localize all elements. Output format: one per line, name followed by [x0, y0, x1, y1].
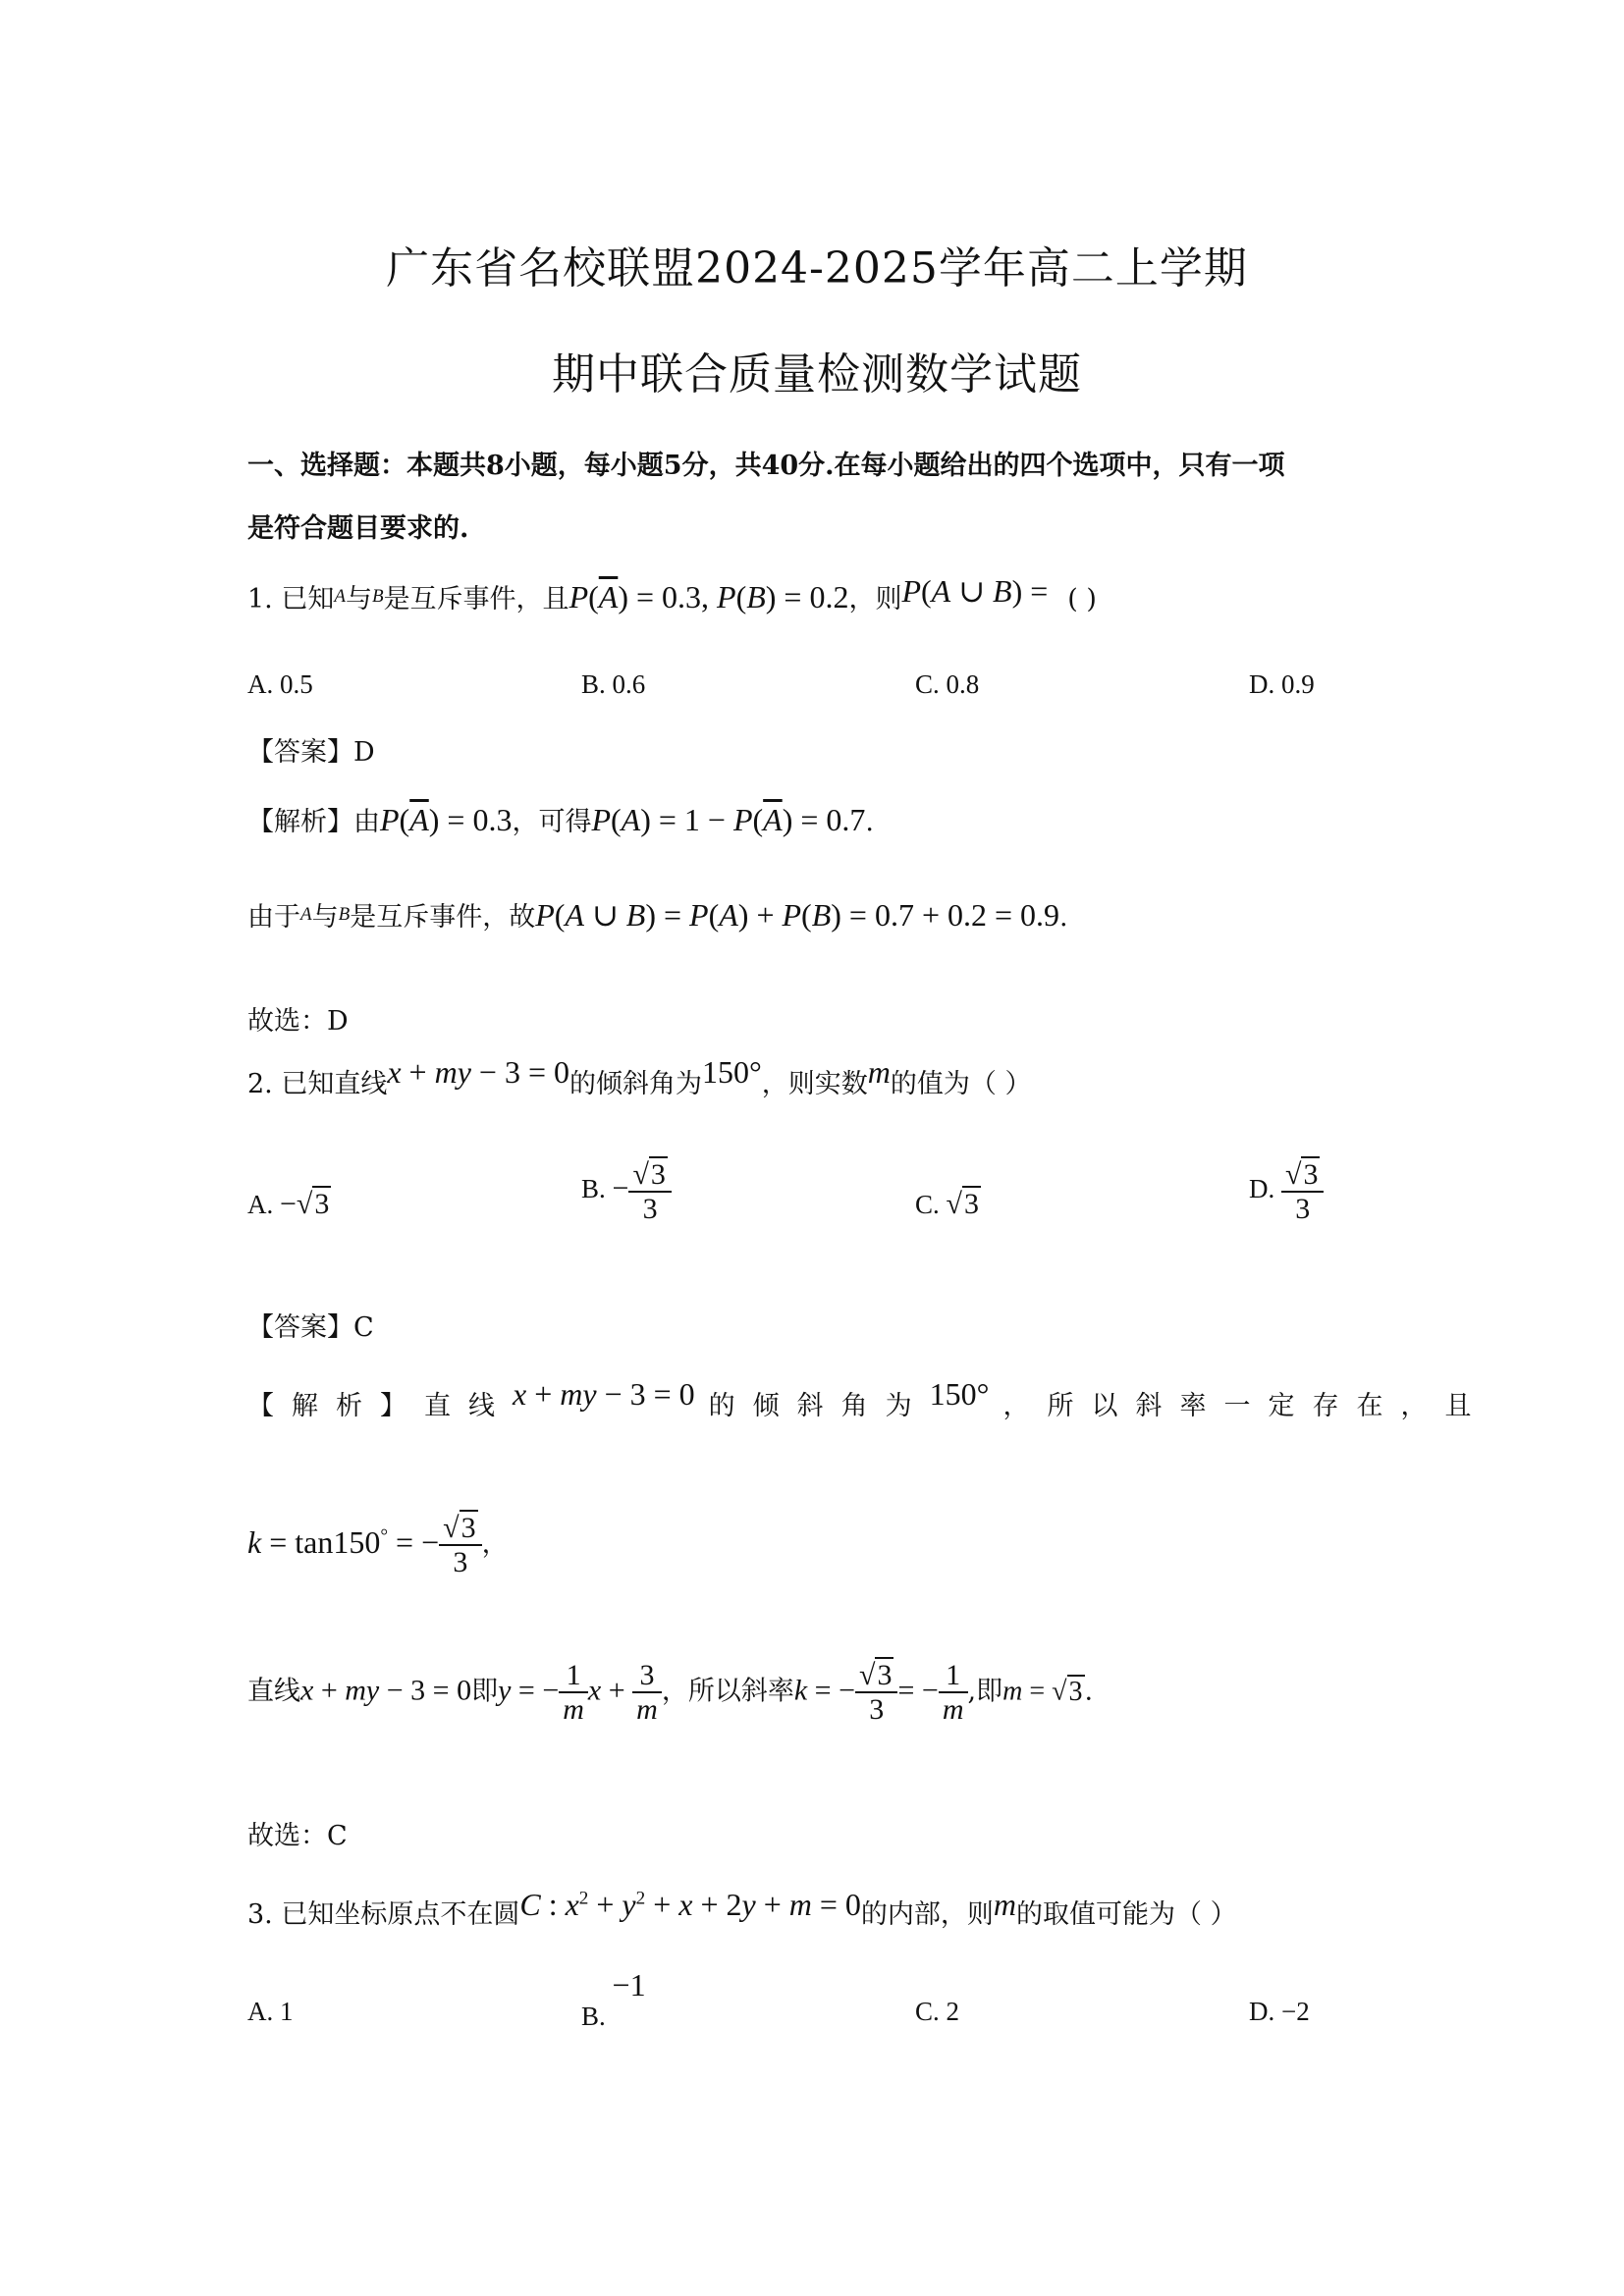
q3-var: m: [993, 1887, 1017, 1922]
q1-answer: 【答案】D: [247, 737, 375, 768]
q1-and: 与: [345, 584, 372, 614]
q2-option-d-label: D.: [1249, 1174, 1275, 1204]
section-header-line-2: 是符合题目要求的.: [247, 513, 469, 544]
q3-option-d: D. −2: [1249, 1997, 1310, 2026]
q2-option-c: C. √3: [915, 1188, 979, 1220]
q3-option-b-label: B.: [581, 2002, 606, 2031]
q2-analysis-line-1: [247, 1376, 1489, 1422]
question-3: [247, 1887, 1237, 1931]
q3-option-b: [581, 1967, 646, 2033]
q1-option-c: C. 0.8: [915, 669, 980, 699]
q2-mid: 的倾斜角为: [569, 1069, 702, 1099]
q1-option-b: B. 0.6: [581, 669, 646, 699]
q2-option-b: B. − $\frac{√3}{3}$: [581, 1158, 672, 1225]
q2-analysis-mid: 的倾斜角为: [708, 1391, 930, 1421]
q2-analysis-angle: 150°: [929, 1376, 990, 1412]
q2-angle: 150°: [702, 1054, 762, 1090]
event-a-2: A: [300, 904, 312, 925]
q2-var: m: [867, 1054, 891, 1090]
section-header-line-1: 一、选择题：本题共8小题，每小题5分，共40分.在每小题给出的四个选项中，只有一项: [247, 451, 1285, 481]
q1-paren: ( ): [1067, 584, 1097, 614]
q2-line-equation: x + my − 3 = 0: [387, 1054, 569, 1090]
event-a: A: [334, 586, 346, 607]
q3-mid: 的内部，则: [860, 1899, 994, 1930]
q2-option-a: A. −√3: [247, 1188, 330, 1220]
title-line-2: 期中联合质量检测数学试题: [552, 349, 1082, 400]
q3-circle-equation: C : $x^2 + y^2 + x + 2y + m = 0$: [519, 1887, 861, 1922]
q2-analysis-tail: ，所以斜率一定存在，且: [1002, 1391, 1489, 1421]
q2-answer: 【答案】C: [247, 1312, 374, 1343]
q2-tail2: 的值为（ ）: [890, 1069, 1032, 1099]
q2-analysis-label: 【解析】直线: [247, 1391, 513, 1421]
q2-tail1: ，则实数: [761, 1069, 868, 1099]
event-b: B: [371, 586, 384, 607]
q1-analysis-label: 【解析】由: [247, 807, 380, 837]
q1-ask-formula: P(A ∪ B) =: [901, 573, 1049, 609]
q2-k-line: k = tan150° = − $\frac{√3}{3}$ ，: [247, 1512, 509, 1578]
q2-option-b-label: B.: [581, 1174, 606, 1204]
q2-line3-prefix: 直线: [247, 1676, 300, 1707]
question-1: [247, 573, 1097, 615]
title-line-1: 广东省名校联盟2024-2025学年高二上学期: [386, 243, 1248, 294]
q3-prefix: 3. 已知坐标原点不在圆: [247, 1899, 520, 1930]
q1-analysis-formula-1: $P(\overline{A}) = 0.3$: [380, 802, 513, 837]
q2-option-d: D. $\frac{√3}{3}$: [1249, 1158, 1324, 1225]
q1-prefix: 1. 已知: [247, 584, 335, 614]
q2-line3-mid3: ,即: [967, 1676, 1003, 1707]
q1-union-formula: P(A ∪ B) = P(A) + P(B) = 0.7 + 0.2 = 0.9: [535, 897, 1060, 933]
question-2: [247, 1054, 1032, 1100]
q1-conclusion: 故选：D: [247, 1006, 349, 1037]
q2-option-c-label: C.: [915, 1190, 940, 1219]
q1-analysis-formula-2: $P(A) = 1 - P(\overline{A}) = 0.7$: [591, 802, 866, 837]
q3-option-c: C. 2: [915, 1997, 960, 2026]
q1-line2-and: 与: [311, 902, 339, 933]
q1-analysis-mid: ，可得: [512, 807, 592, 837]
q1-then: ，则: [848, 584, 902, 614]
q1-option-a: A. 0.5: [247, 669, 313, 699]
event-b-2: B: [338, 904, 351, 925]
q2-analysis-line-3: 直线x + my − 3 = 0即y = − $\frac{1}{m}$ x + $\frac{3}{m}$ ，所以斜率k = − $\frac{√3}{3}$ = − $\frac{1}{m}$ ,即m = √3.: [247, 1659, 1094, 1726]
q1-line2-mid: 是互斥事件，故: [350, 902, 536, 933]
q1-given-formula: $P(\overline{A}) = 0.3$, P(B) = 0.2: [568, 579, 849, 614]
q3-option-a: A. 1: [247, 1997, 294, 2026]
q2-option-a-label: A.: [247, 1190, 274, 1219]
q1-analysis-line-2: 由于$^A$与$^B$是互斥事件，故P(A ∪ B) = P(A) + P(B) = 0.7 + 0.2 = 0.9.: [247, 897, 1068, 933]
q2-analysis-equation: x + my − 3 = 0: [513, 1376, 695, 1412]
q3-tail: 的取值可能为（ ）: [1016, 1899, 1237, 1930]
q2-prefix: 2. 已知直线: [247, 1069, 388, 1099]
q1-analysis-line-1: 【解析】由$P(\overline{A}) = 0.3$，可得$P(A) = 1 - P(\overline{A}) = 0.7$.: [247, 802, 874, 837]
q1-option-d: D. 0.9: [1249, 669, 1315, 699]
q2-line3-mid2: ，所以斜率: [661, 1676, 794, 1707]
q1-mid: 是互斥事件，且: [383, 584, 569, 614]
q1-line2-prefix: 由于: [247, 902, 300, 933]
q2-line3-mid: 即: [471, 1676, 499, 1707]
q2-conclusion: 故选：C: [247, 1821, 348, 1851]
q3-option-b-value: −1: [612, 1967, 646, 2002]
